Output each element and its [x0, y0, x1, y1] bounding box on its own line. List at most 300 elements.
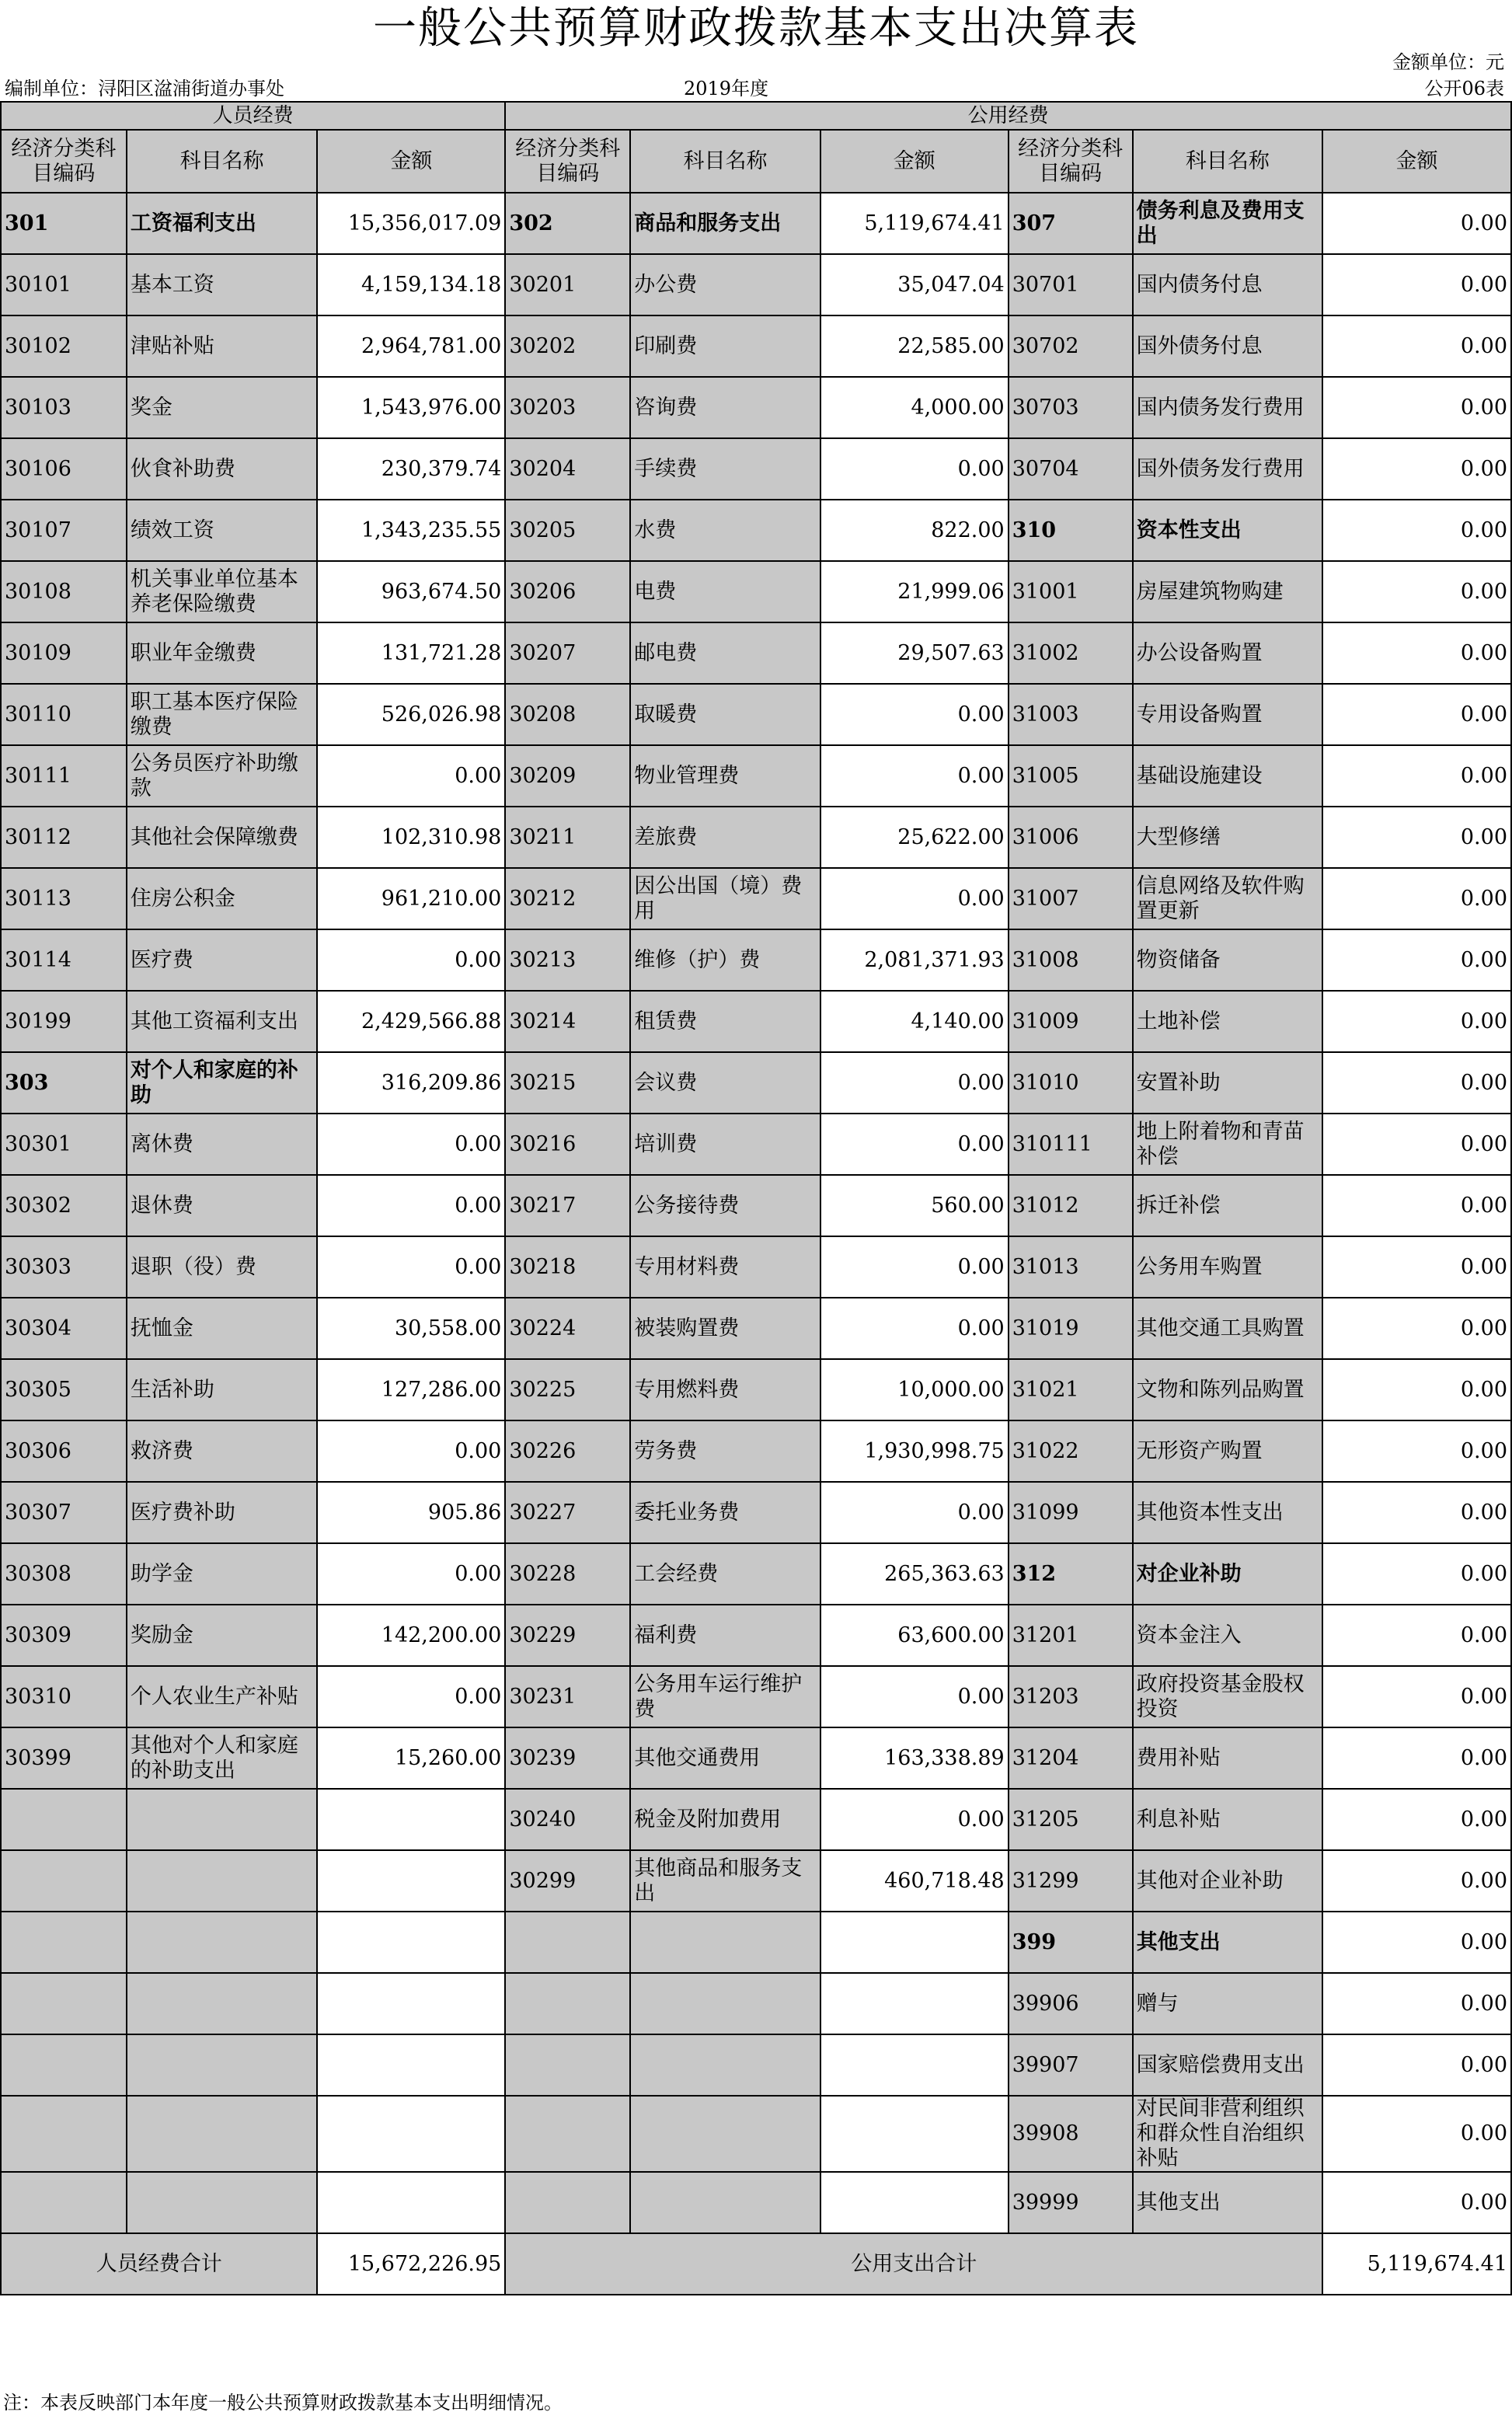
cell-code: 30225 — [505, 1359, 630, 1420]
cell-code: 30231 — [505, 1666, 630, 1727]
cell-code: 31099 — [1009, 1482, 1133, 1543]
cell-name: 会议费 — [630, 1052, 820, 1114]
table-number: 公开06表 — [1424, 78, 1504, 99]
cell-code: 39999 — [1009, 2172, 1133, 2233]
cell-code: 30206 — [505, 561, 630, 622]
cell-name: 资本金注入 — [1133, 1605, 1323, 1666]
cell-amount: 0.00 — [820, 438, 1009, 500]
table-row — [1, 1543, 1511, 1605]
cell-amount: 2,429,566.88 — [317, 991, 505, 1052]
cell-amount: 0.00 — [317, 1543, 505, 1605]
cell-amount: 0.00 — [1322, 1298, 1511, 1359]
table-row — [1, 929, 1511, 991]
cell-code: 30111 — [1, 745, 127, 807]
reporting-unit: 编制单位：浔阳区湓浦街道办事处 — [5, 78, 284, 99]
table-row — [1, 1850, 1511, 1912]
cell-amount: 0.00 — [1322, 2034, 1511, 2096]
table-row — [1, 1236, 1511, 1298]
cell-name: 职工基本医疗保险缴费 — [127, 684, 318, 745]
cell-name — [127, 1973, 318, 2034]
cell-amount — [317, 1912, 505, 1973]
table-row — [1, 2034, 1511, 2096]
col-amount: 金额 — [317, 130, 505, 193]
cell-amount: 316,209.86 — [317, 1052, 505, 1114]
cell-name: 土地补偿 — [1133, 991, 1323, 1052]
table-row — [1, 2096, 1511, 2172]
cell-name: 基础设施建设 — [1133, 745, 1323, 807]
cell-name: 公务用车购置 — [1133, 1236, 1323, 1298]
cell-amount — [317, 1973, 505, 2034]
cell-amount: 560.00 — [820, 1175, 1009, 1236]
cell-code: 30310 — [1, 1666, 127, 1727]
cell-name: 国外债务付息 — [1133, 315, 1323, 377]
cell-code: 39908 — [1009, 2096, 1133, 2172]
cell-name: 培训费 — [630, 1114, 820, 1175]
cell-amount — [317, 2096, 505, 2172]
table-row — [1, 1666, 1511, 1727]
cell-code: 31010 — [1009, 1052, 1133, 1114]
cell-code: 30228 — [505, 1543, 630, 1605]
cell-name — [630, 2096, 820, 2172]
personnel-total-amount: 15,672,226.95 — [317, 2233, 505, 2295]
cell-amount: 163,338.89 — [820, 1727, 1009, 1789]
cell-code: 30399 — [1, 1727, 127, 1789]
cell-name: 租赁费 — [630, 991, 820, 1052]
cell-code: 31005 — [1009, 745, 1133, 807]
personnel-total-label: 人员经费合计 — [1, 2233, 317, 2295]
cell-amount: 15,356,017.09 — [317, 193, 505, 254]
cell-code: 301 — [1, 193, 127, 254]
table-row — [1, 1482, 1511, 1543]
cell-name: 资本性支出 — [1133, 500, 1323, 561]
cell-code: 307 — [1009, 193, 1133, 254]
table-row — [1, 254, 1511, 315]
col-name: 科目名称 — [1133, 130, 1323, 193]
cell-code: 30701 — [1009, 254, 1133, 315]
public-total-amount: 5,119,674.41 — [1322, 2233, 1511, 2295]
cell-code — [505, 2096, 630, 2172]
cell-name: 国内债务发行费用 — [1133, 377, 1323, 438]
cell-name: 对个人和家庭的补助 — [127, 1052, 318, 1114]
cell-amount: 0.00 — [317, 929, 505, 991]
cell-code: 310 — [1009, 500, 1133, 561]
cell-amount: 0.00 — [1322, 1973, 1511, 2034]
cell-name: 专用材料费 — [630, 1236, 820, 1298]
cell-code: 31204 — [1009, 1727, 1133, 1789]
cell-name: 奖励金 — [127, 1605, 318, 1666]
table-row — [1, 868, 1511, 929]
cell-name: 工会经费 — [630, 1543, 820, 1605]
col-code: 经济分类科目编码 — [1, 130, 127, 193]
cell-amount: 15,260.00 — [317, 1727, 505, 1789]
fiscal-year: 2019年度 — [684, 78, 769, 99]
cell-name: 国内债务付息 — [1133, 254, 1323, 315]
cell-name — [127, 1912, 318, 1973]
cell-amount: 0.00 — [1322, 1605, 1511, 1666]
cell-amount: 2,964,781.00 — [317, 315, 505, 377]
group-header-row — [1, 102, 1511, 130]
cell-name: 住房公积金 — [127, 868, 318, 929]
cell-code: 30303 — [1, 1236, 127, 1298]
cell-amount: 30,558.00 — [317, 1298, 505, 1359]
cell-amount: 0.00 — [1322, 1359, 1511, 1420]
cell-amount: 0.00 — [1322, 745, 1511, 807]
cell-code: 30205 — [505, 500, 630, 561]
cell-amount: 142,200.00 — [317, 1605, 505, 1666]
cell-amount: 0.00 — [1322, 868, 1511, 929]
cell-code: 30301 — [1, 1114, 127, 1175]
cell-code: 30309 — [1, 1605, 127, 1666]
cell-code: 31021 — [1009, 1359, 1133, 1420]
cell-name: 工资福利支出 — [127, 193, 318, 254]
cell-amount: 29,507.63 — [820, 622, 1009, 684]
cell-name: 其他资本性支出 — [1133, 1482, 1323, 1543]
cell-code: 31203 — [1009, 1666, 1133, 1727]
cell-name — [127, 2172, 318, 2233]
cell-code: 30202 — [505, 315, 630, 377]
cell-code: 30217 — [505, 1175, 630, 1236]
cell-amount: 0.00 — [1322, 193, 1511, 254]
cell-code: 30114 — [1, 929, 127, 991]
cell-code: 31022 — [1009, 1420, 1133, 1482]
cell-code: 30308 — [1, 1543, 127, 1605]
cell-name: 无形资产购置 — [1133, 1420, 1323, 1482]
cell-code: 30702 — [1009, 315, 1133, 377]
cell-name: 水费 — [630, 500, 820, 561]
cell-name — [127, 1789, 318, 1850]
cell-amount: 0.00 — [820, 1052, 1009, 1114]
table-row — [1, 1912, 1511, 1973]
page-title: 一般公共预算财政拨款基本支出决算表 — [373, 3, 1139, 54]
cell-code: 30201 — [505, 254, 630, 315]
cell-amount: 5,119,674.41 — [820, 193, 1009, 254]
cell-name: 办公设备购置 — [1133, 622, 1323, 684]
cell-name: 办公费 — [630, 254, 820, 315]
cell-amount: 127,286.00 — [317, 1359, 505, 1420]
cell-name: 专用设备购置 — [1133, 684, 1323, 745]
cell-name: 取暖费 — [630, 684, 820, 745]
cell-amount — [820, 1973, 1009, 2034]
cell-code: 30224 — [505, 1298, 630, 1359]
cell-name: 其他交通费用 — [630, 1727, 820, 1789]
cell-code: 30199 — [1, 991, 127, 1052]
cell-name: 电费 — [630, 561, 820, 622]
cell-amount: 0.00 — [1322, 2096, 1511, 2172]
table-row — [1, 991, 1511, 1052]
cell-amount: 35,047.04 — [820, 254, 1009, 315]
cell-amount: 0.00 — [1322, 438, 1511, 500]
cell-amount: 0.00 — [1322, 1789, 1511, 1850]
cell-name: 利息补贴 — [1133, 1789, 1323, 1850]
cell-name: 被装购置费 — [630, 1298, 820, 1359]
cell-name: 劳务费 — [630, 1420, 820, 1482]
cell-name: 其他工资福利支出 — [127, 991, 318, 1052]
cell-name: 生活补助 — [127, 1359, 318, 1420]
cell-amount: 0.00 — [1322, 1420, 1511, 1482]
cell-code: 31007 — [1009, 868, 1133, 929]
table-row — [1, 2172, 1511, 2233]
expenditure-table — [0, 101, 1512, 2295]
cell-code — [1, 2034, 127, 2096]
cell-code: 30103 — [1, 377, 127, 438]
cell-name: 差旅费 — [630, 807, 820, 868]
cell-amount: 131,721.28 — [317, 622, 505, 684]
cell-amount: 0.00 — [1322, 1175, 1511, 1236]
cell-code — [1, 1850, 127, 1912]
cell-code: 30307 — [1, 1482, 127, 1543]
cell-code: 30106 — [1, 438, 127, 500]
cell-name: 政府投资基金股权投资 — [1133, 1666, 1323, 1727]
cell-amount: 1,930,998.75 — [820, 1420, 1009, 1482]
cell-name: 公务用车运行维护费 — [630, 1666, 820, 1727]
cell-code: 30107 — [1, 500, 127, 561]
cell-amount: 4,140.00 — [820, 991, 1009, 1052]
cell-code — [1, 1789, 127, 1850]
cell-name: 因公出国（境）费用 — [630, 868, 820, 929]
cell-amount: 0.00 — [820, 1236, 1009, 1298]
cell-name: 地上附着物和青苗补偿 — [1133, 1114, 1323, 1175]
cell-name: 其他对企业补助 — [1133, 1850, 1323, 1912]
table-row — [1, 561, 1511, 622]
cell-name: 房屋建筑物购建 — [1133, 561, 1323, 622]
cell-name: 咨询费 — [630, 377, 820, 438]
public-total-label: 公用支出合计 — [505, 2233, 1322, 2295]
cell-code: 30204 — [505, 438, 630, 500]
table-row — [1, 1359, 1511, 1420]
cell-name: 其他支出 — [1133, 1912, 1323, 1973]
cell-code: 30213 — [505, 929, 630, 991]
cell-amount: 0.00 — [820, 745, 1009, 807]
cell-amount: 10,000.00 — [820, 1359, 1009, 1420]
cell-name: 债务利息及费用支出 — [1133, 193, 1323, 254]
cell-code: 31009 — [1009, 991, 1133, 1052]
cell-amount: 0.00 — [317, 1114, 505, 1175]
cell-code — [1, 2172, 127, 2233]
cell-name: 基本工资 — [127, 254, 318, 315]
cell-amount: 460,718.48 — [820, 1850, 1009, 1912]
cell-name: 税金及附加费用 — [630, 1789, 820, 1850]
cell-amount: 0.00 — [1322, 1850, 1511, 1912]
cell-code: 302 — [505, 193, 630, 254]
cell-code — [505, 1912, 630, 1973]
cell-amount: 22,585.00 — [820, 315, 1009, 377]
cell-amount: 1,343,235.55 — [317, 500, 505, 561]
cell-amount: 0.00 — [1322, 1727, 1511, 1789]
cell-amount: 0.00 — [820, 1114, 1009, 1175]
col-code: 经济分类科目编码 — [505, 130, 630, 193]
cell-amount — [820, 2172, 1009, 2233]
cell-code: 30302 — [1, 1175, 127, 1236]
cell-name: 手续费 — [630, 438, 820, 500]
cell-amount: 0.00 — [1322, 807, 1511, 868]
cell-code: 31002 — [1009, 622, 1133, 684]
cell-code: 30203 — [505, 377, 630, 438]
cell-name: 对企业补助 — [1133, 1543, 1323, 1605]
table-row — [1, 807, 1511, 868]
cell-amount: 265,363.63 — [820, 1543, 1009, 1605]
table-row — [1, 1727, 1511, 1789]
cell-amount: 0.00 — [1322, 1482, 1511, 1543]
cell-name: 维修（护）费 — [630, 929, 820, 991]
cell-code: 31006 — [1009, 807, 1133, 868]
cell-amount: 963,674.50 — [317, 561, 505, 622]
cell-code: 31012 — [1009, 1175, 1133, 1236]
cell-amount: 0.00 — [317, 1420, 505, 1482]
cell-code: 30214 — [505, 991, 630, 1052]
table-row — [1, 1052, 1511, 1114]
cell-code: 31019 — [1009, 1298, 1133, 1359]
cell-amount: 102,310.98 — [317, 807, 505, 868]
cell-amount: 0.00 — [1322, 2172, 1511, 2233]
cell-amount: 0.00 — [820, 1482, 1009, 1543]
table-row — [1, 1973, 1511, 2034]
cell-code: 31205 — [1009, 1789, 1133, 1850]
column-header-row — [1, 130, 1511, 193]
cell-code: 303 — [1, 1052, 127, 1114]
cell-name: 津贴补贴 — [127, 315, 318, 377]
group-public: 公用经费 — [505, 102, 1511, 130]
table-row — [1, 1605, 1511, 1666]
cell-name — [630, 2172, 820, 2233]
cell-code: 31299 — [1009, 1850, 1133, 1912]
cell-name: 物资储备 — [1133, 929, 1323, 991]
cell-code: 31003 — [1009, 684, 1133, 745]
cell-name: 其他对个人和家庭的补助支出 — [127, 1727, 318, 1789]
cell-name: 委托业务费 — [630, 1482, 820, 1543]
cell-name: 医疗费补助 — [127, 1482, 318, 1543]
cell-name: 其他社会保障缴费 — [127, 807, 318, 868]
cell-code: 39906 — [1009, 1973, 1133, 2034]
cell-code: 31001 — [1009, 561, 1133, 622]
table-row — [1, 500, 1511, 561]
cell-amount: 0.00 — [317, 1666, 505, 1727]
table-row — [1, 1298, 1511, 1359]
cell-code: 31201 — [1009, 1605, 1133, 1666]
group-personnel: 人员经费 — [1, 102, 505, 130]
table-row — [1, 684, 1511, 745]
cell-code: 30704 — [1009, 438, 1133, 500]
cell-amount: 0.00 — [317, 1236, 505, 1298]
cell-amount: 0.00 — [317, 745, 505, 807]
cell-code: 30305 — [1, 1359, 127, 1420]
cell-name: 伙食补助费 — [127, 438, 318, 500]
cell-amount: 0.00 — [1322, 500, 1511, 561]
cell-amount: 0.00 — [1322, 315, 1511, 377]
cell-amount: 21,999.06 — [820, 561, 1009, 622]
cell-name — [127, 2034, 318, 2096]
cell-code: 30299 — [505, 1850, 630, 1912]
cell-code: 30703 — [1009, 377, 1133, 438]
cell-amount: 0.00 — [1322, 622, 1511, 684]
cell-code: 30208 — [505, 684, 630, 745]
cell-code: 30215 — [505, 1052, 630, 1114]
cell-amount: 4,159,134.18 — [317, 254, 505, 315]
cell-amount: 526,026.98 — [317, 684, 505, 745]
cell-amount: 0.00 — [820, 868, 1009, 929]
cell-amount: 2,081,371.93 — [820, 929, 1009, 991]
cell-amount: 0.00 — [1322, 929, 1511, 991]
cell-code: 30207 — [505, 622, 630, 684]
cell-amount: 961,210.00 — [317, 868, 505, 929]
cell-code: 30240 — [505, 1789, 630, 1850]
col-name: 科目名称 — [630, 130, 820, 193]
cell-amount: 0.00 — [1322, 1912, 1511, 1973]
cell-amount — [317, 2172, 505, 2233]
cell-amount: 230,379.74 — [317, 438, 505, 500]
cell-name: 助学金 — [127, 1543, 318, 1605]
cell-amount: 0.00 — [1322, 1236, 1511, 1298]
cell-amount: 25,622.00 — [820, 807, 1009, 868]
cell-amount — [820, 2096, 1009, 2172]
cell-amount: 0.00 — [820, 684, 1009, 745]
cell-amount: 822.00 — [820, 500, 1009, 561]
amount-unit: 金额单位：元 — [1392, 51, 1504, 73]
cell-code: 30212 — [505, 868, 630, 929]
cell-name — [127, 2096, 318, 2172]
cell-name: 费用补贴 — [1133, 1727, 1323, 1789]
cell-name: 退职（役）费 — [127, 1236, 318, 1298]
cell-amount: 0.00 — [1322, 1052, 1511, 1114]
cell-amount: 63,600.00 — [820, 1605, 1009, 1666]
table-row — [1, 377, 1511, 438]
cell-code: 312 — [1009, 1543, 1133, 1605]
cell-code: 30229 — [505, 1605, 630, 1666]
cell-amount: 0.00 — [1322, 684, 1511, 745]
cell-code: 31008 — [1009, 929, 1133, 991]
cell-name: 其他商品和服务支出 — [630, 1850, 820, 1912]
table-row — [1, 622, 1511, 684]
cell-name: 其他交通工具购置 — [1133, 1298, 1323, 1359]
cell-name: 国家赔偿费用支出 — [1133, 2034, 1323, 2096]
cell-amount: 0.00 — [1322, 561, 1511, 622]
cell-amount — [820, 1912, 1009, 1973]
table-row — [1, 193, 1511, 254]
cell-code — [1, 2096, 127, 2172]
cell-code: 31013 — [1009, 1236, 1133, 1298]
table-row — [1, 745, 1511, 807]
table-row — [1, 1789, 1511, 1850]
cell-name — [630, 1912, 820, 1973]
cell-amount: 0.00 — [820, 1298, 1009, 1359]
cell-amount — [317, 2034, 505, 2096]
cell-code: 399 — [1009, 1912, 1133, 1973]
cell-name: 拆迁补偿 — [1133, 1175, 1323, 1236]
cell-amount: 0.00 — [820, 1666, 1009, 1727]
cell-name: 商品和服务支出 — [630, 193, 820, 254]
cell-code: 30306 — [1, 1420, 127, 1482]
cell-name — [127, 1850, 318, 1912]
cell-name: 大型修缮 — [1133, 807, 1323, 868]
cell-code — [505, 1973, 630, 2034]
cell-code: 30209 — [505, 745, 630, 807]
cell-amount: 0.00 — [1322, 377, 1511, 438]
col-amount: 金额 — [1322, 130, 1511, 193]
cell-code: 310111 — [1009, 1114, 1133, 1175]
cell-name: 福利费 — [630, 1605, 820, 1666]
cell-code: 30109 — [1, 622, 127, 684]
cell-code — [505, 2172, 630, 2233]
cell-name: 医疗费 — [127, 929, 318, 991]
cell-code: 30108 — [1, 561, 127, 622]
totals-row — [1, 2233, 1511, 2295]
cell-code: 30113 — [1, 868, 127, 929]
cell-code — [1, 1973, 127, 2034]
cell-name: 离休费 — [127, 1114, 318, 1175]
cell-amount: 0.00 — [317, 1175, 505, 1236]
col-code: 经济分类科目编码 — [1009, 130, 1133, 193]
table-row — [1, 1420, 1511, 1482]
cell-name: 对民间非营利组织和群众性自治组织补贴 — [1133, 2096, 1323, 2172]
